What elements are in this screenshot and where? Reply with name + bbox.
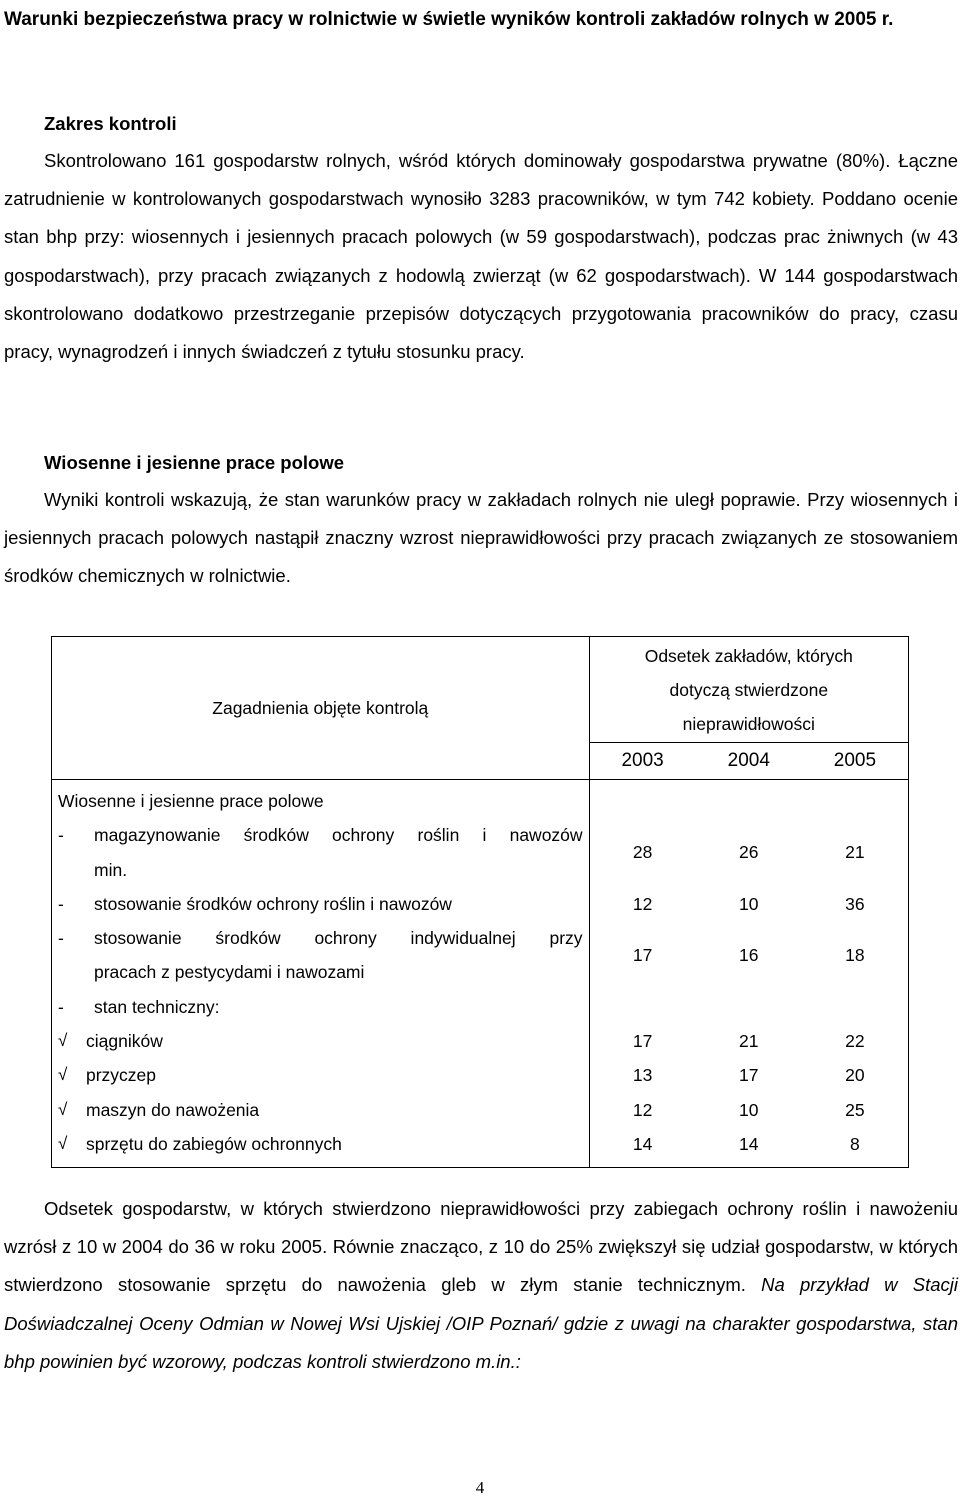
value-row (590, 887, 908, 921)
value-cell: 26 (739, 842, 759, 863)
page-number: 4 (475, 1478, 485, 1497)
check-item: √ przyczep (58, 1058, 583, 1092)
issues-list (52, 780, 590, 1168)
year-2003: 2003 (589, 743, 696, 780)
value-row (590, 921, 908, 990)
conclusion-example: Na przykład w Stacji Doświadczalnej Oceny Odmian w Nowej Wsi Ujskiej /OIP Poznań/ gdzie z uwagi na charakter gospodarstwa, stan bhp powinien być wzorowy, podczas kontroli stwierdzono m.in.: (4, 1274, 959, 1372)
value-cell: 22 (845, 1031, 865, 1052)
value-cell: 17 (632, 945, 653, 966)
value-cell: 17 (739, 1065, 759, 1086)
group-label: Wiosenne i jesienne prace polowe (58, 791, 324, 811)
value-cell (590, 990, 696, 1024)
value-cell: 8 (850, 1133, 860, 1154)
value-row (590, 1058, 908, 1092)
field-work-paragraph: Wyniki kontroli wskazują, że stan warunków pracy w zakładach rolnych nie uległ poprawie. Przy wiosennych i jesiennych pracach polowych nastąpił znaczny wzrost nieprawidłowości przy pracach związanych ze stosowaniem środków chemicznych w rolnictwie. (4, 489, 958, 587)
value-row (590, 1093, 908, 1127)
check-icon: √ (58, 1099, 68, 1119)
conclusion-paragraph (4, 1190, 958, 1381)
year-2005: 2005 (802, 743, 909, 780)
check-item: √ maszyn do nawożenia (58, 1093, 583, 1127)
value-cell: 20 (845, 1065, 865, 1086)
value-cell: 13 (632, 1065, 653, 1086)
header-issues: Zagadnienia objęte kontrolą (52, 637, 590, 780)
inspection-results-table (51, 636, 909, 1168)
value-cell: 17 (632, 1031, 653, 1052)
value-cell (802, 990, 908, 1024)
value-cell: 14 (632, 1133, 653, 1154)
value-row (590, 1127, 908, 1161)
value-cell: 14 (739, 1133, 759, 1154)
check-icon: √ (58, 1065, 68, 1085)
value-cell: 10 (739, 893, 759, 914)
check-item: √ sprzętu do zabiegów ochronnych (58, 1127, 583, 1161)
table-body-row (52, 780, 909, 1168)
value-cell: 12 (632, 893, 653, 914)
conclusion-text: Odsetek gospodarstw, w których stwierdzono nieprawidłowości przy zabiegach ochrony roślin i nawożeniu wzrósł z 10 w 2004 do 36 w roku 2005. Równie znacząco, z 10 do 25% zwiększył się udział gospodarstw, w których stwierdzono stosowanie sprzętu do nawożenia gleb w złym stanie technicznym. (4, 1198, 958, 1296)
value-cell: 16 (739, 945, 759, 966)
header-percentage (589, 637, 908, 743)
list-item: - stosowanie środków ochrony indywidualnej przy (58, 928, 583, 949)
list-item-continued: min. (94, 859, 128, 880)
value-row (590, 818, 908, 887)
value-cell: 21 (739, 1031, 759, 1052)
list-item: - stan techniczny: (58, 996, 220, 1017)
table-header-row (52, 637, 909, 743)
list-item: - magazynowanie środków ochrony roślin i nawozów (58, 825, 583, 846)
field-work-heading: Wiosenne i jesienne prace polowe (44, 452, 345, 473)
list-item: - stosowanie środków ochrony roślin i nawozów (58, 893, 452, 914)
value-row (590, 990, 908, 1024)
value-cell: 25 (845, 1099, 865, 1120)
year-2004: 2004 (696, 743, 802, 780)
values-column (589, 780, 908, 1168)
check-icon: √ (58, 1031, 68, 1051)
value-cell: 18 (845, 945, 865, 966)
scope-heading: Zakres kontroli (44, 113, 177, 134)
spacer-row (590, 784, 908, 818)
value-cell: 28 (632, 842, 653, 863)
value-cell (696, 990, 802, 1024)
value-cell: 10 (739, 1099, 759, 1120)
check-icon: √ (58, 1133, 68, 1153)
check-item: √ ciągników (58, 1024, 583, 1058)
header-percentage-text: Odsetek zakładów, których dotyczą stwierdzone nieprawidłowości (644, 645, 853, 734)
value-row (590, 1024, 908, 1058)
value-cell: 36 (845, 893, 865, 914)
value-cell: 12 (632, 1099, 653, 1120)
list-item-continued: pracach z pestycydami i nawozami (94, 962, 365, 983)
document-title: Warunki bezpieczeństwa pracy w rolnictwie w świetle wyników kontroli zakładów rolnych w 2005 r. (4, 9, 894, 30)
scope-paragraph: Skontrolowano 161 gospodarstw rolnych, wśród których dominowały gospodarstwa prywatne (80%). Łączne zatrudnienie w kontrolowanych gospodarstwach wynosiło 3283 pracowników, w tym 742 kobiety. Poddano ocenie stan bhp przy: wiosennych i jesiennych pracach polowych (w 59 gospodarstwach), podczas prac żniwnych (w 43 gospodarstwach), przy pracach związanych z hodowlą zwierząt (w 62 gospodarstwach). W 144 gospodarstwach skontrolowano dodatkowo przestrzeganie przepisów dotyczących przygotowania pracowników do pracy, czasu pracy, wynagrodzeń i innych świadczeń z tytułu stosunku pracy. (4, 150, 958, 363)
value-cell: 21 (845, 842, 865, 863)
